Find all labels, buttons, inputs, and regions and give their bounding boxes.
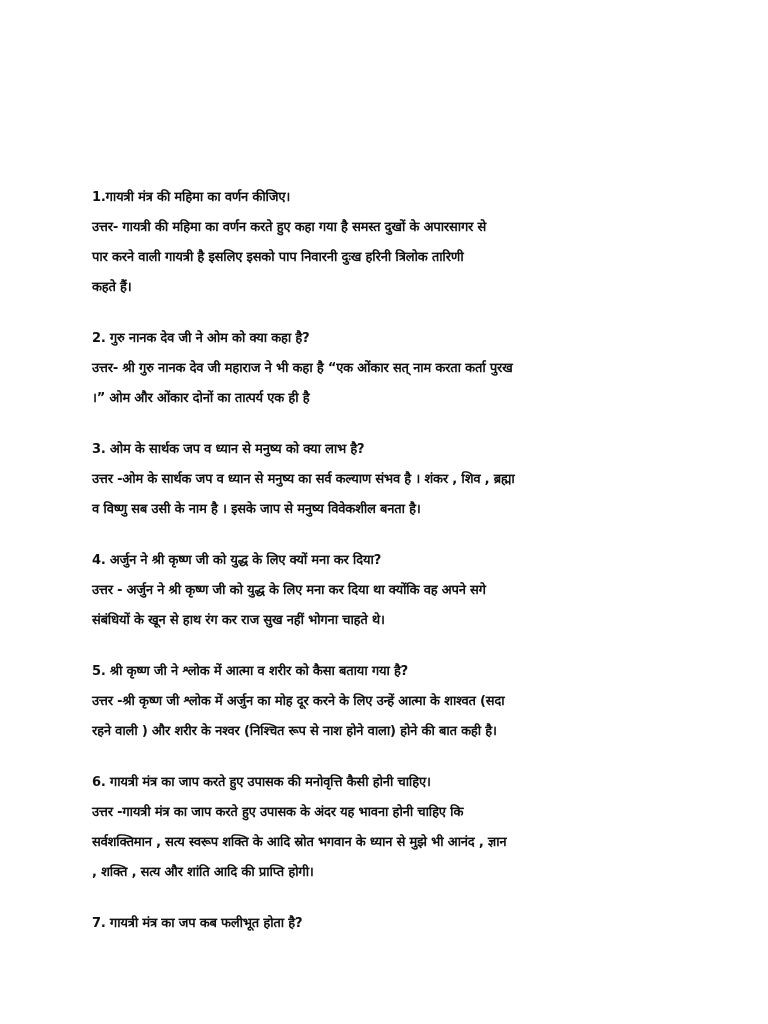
answer-1-line-2: पार करने वाली गायत्री है इसलिए इसको पाप निवारनी दुःख हरिनी त्रिलोक तारिणी: [92, 250, 464, 265]
answer-4-line-1: उत्तर - अर्जुन ने श्री कृष्ण जी को युद्ध के लिए मना कर दिया था क्योंकि वह अपने सगे: [92, 583, 486, 598]
qa-item-2: [92, 324, 692, 414]
question-1: 1.गायत्री मंत्र की महिमा का वर्णन कीजिए।: [92, 190, 291, 205]
answer-3-line-1: उत्तर -ओम के सार्थक जप व ध्यान से मनुष्य का सर्व कल्याण संभव है । शंकर , शिव , ब्रह्मा: [92, 472, 515, 487]
answer-3-line-2: व विष्णु सब उसी के नाम है । इसके जाप से मनुष्य विवेकशील बनता है।: [92, 502, 421, 517]
qa-item-5: [92, 657, 692, 747]
answer-5-line-1: उत्तर -श्री कृष्ण जी श्लोक में अर्जुन का मोह दूर करने के लिए उन्हें आत्मा के शाश्वत (सदा: [92, 694, 505, 709]
qa-item-7: [92, 909, 692, 939]
question-4: 4. अर्जुन ने श्री कृष्ण जी को युद्ध के लिए क्यों मना कर दिया?: [92, 553, 382, 568]
answer-1-line-3: कहते हैं।: [92, 280, 132, 295]
answer-1-line-1: उत्तर- गायत्री की महिमा का वर्णन करते हुए कहा गया है समस्त दुखों के अपारसागर से: [92, 220, 487, 235]
answer-4-line-2: संबंधियों के खून से हाथ रंग कर राज सुख नहीं भोगना चाहते थे।: [92, 613, 385, 628]
question-5: 5. श्री कृष्ण जी ने श्लोक में आत्मा व शरीर को कैसा बताया गया है?: [92, 664, 409, 679]
question-3: 3. ओम के सार्थक जप व ध्यान से मनुष्य को क्या लाभ है?: [92, 442, 365, 457]
answer-6-line-1: उत्तर -गायत्री मंत्र का जाप करते हुए उपासक के अंदर यह भावना होनी चाहिए कि: [92, 805, 464, 820]
answer-6-line-3: , शक्ति , सत्य और शांति आदि की प्राप्ति होगी।: [92, 865, 314, 880]
qa-item-3: [92, 435, 692, 525]
document-body: [92, 183, 692, 960]
answer-2-line-1: उत्तर- श्री गुरु नानक देव जी महाराज ने भी कहा है “एक ओंकार सत् नाम करता कर्ता पुरख: [92, 361, 513, 376]
qa-item-1: [92, 183, 692, 303]
answer-5-line-2: रहने वाली ) और शरीर के नश्वर (निश्चित रूप से नाश होने वाला) होने की बात कही है।: [92, 724, 497, 739]
question-2: 2. गुरु नानक देव जी ने ओम को क्या कहा है?: [92, 331, 310, 346]
question-7: 7. गायत्री मंत्र का जप कब फलीभूत होता है?: [92, 916, 303, 931]
answer-2-line-2: ।” ओम और ओंकार दोनों का तात्पर्य एक ही है: [92, 391, 310, 406]
qa-item-4: [92, 546, 692, 636]
question-6: 6. गायत्री मंत्र का जाप करते हुए उपासक की मनोवृत्ति कैसी होनी चाहिए।: [92, 775, 431, 790]
answer-6-line-2: सर्वशक्तिमान , सत्य स्वरूप शक्ति के आदि स्रोत भगवान के ध्यान से मुझे भी आनंद , ज्ञान: [92, 835, 507, 850]
qa-item-6: [92, 768, 692, 888]
